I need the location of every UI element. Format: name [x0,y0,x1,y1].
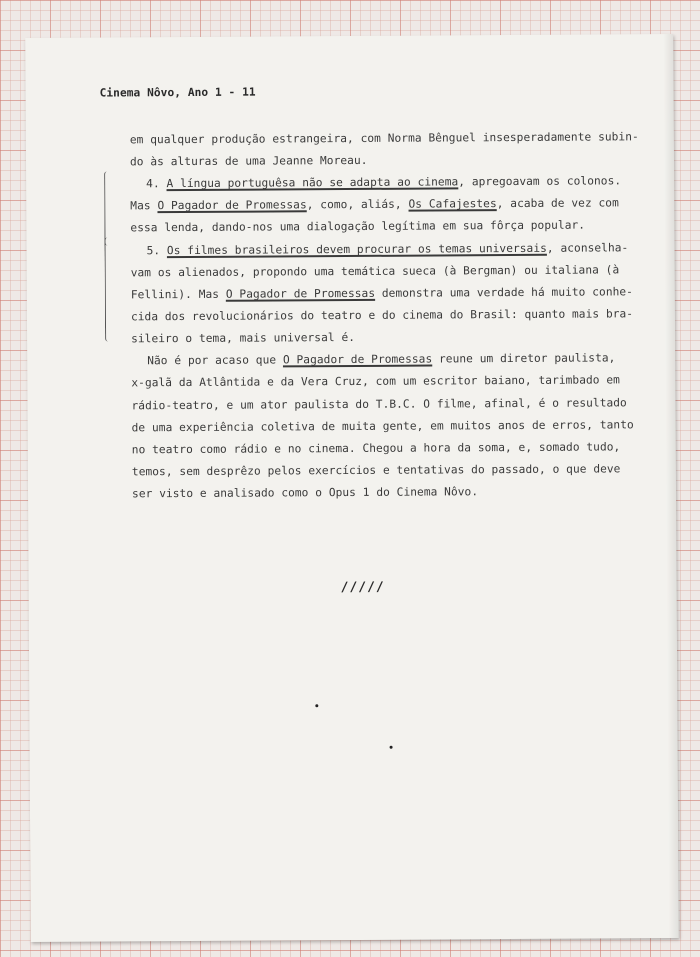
text-run: no teatro como rádio e no cinema. Chegou a hora da soma, e, somado tudo, [131,440,621,457]
underlined-title: Os filmes brasileiros devem procurar os temas universais [166,241,547,258]
text-line [130,130,639,147]
text-run: Mas [130,199,158,213]
text-line [132,462,621,479]
text-run: 5. [146,244,167,258]
text-run: Não é por acaso que [147,353,283,368]
text-run: demonstra uma verdade há muito conhe- [375,285,633,300]
text-line [131,263,620,280]
text-line [146,174,621,191]
margin-bracket-item-5 [104,237,111,341]
underlined-title: O Pagador de Promessas [282,352,433,367]
stray-dot [315,704,318,707]
underlined-title: A língua portuguêsa não se adapta ao cinema [166,175,459,191]
text-run: essa lenda, dando-nos uma dialogação legítima em sua fôrça popular. [130,218,586,235]
text-run: ser visto e analisado como o Opus 1 do Cinema Nôvo. [131,485,479,501]
text-run: , aconselha- [546,241,629,255]
text-run: reune um diretor paulista, [432,351,616,366]
typed-page [25,34,679,942]
text-run: x-galã da Atlântida e da Vera Cruz, com um escritor baiano, tarimbado em [131,373,620,390]
text-run: rádio-teatro, e um ator paulista do T.B.C. O filme, afinal, é o resultado [131,396,627,413]
text-line [131,331,355,346]
stray-dot [390,746,393,749]
end-mark: ///// [340,579,385,596]
text-line [131,307,633,324]
text-line [132,440,621,457]
underlined-title: O Pagador de Promessas [225,286,376,301]
text-run: vam os alienados, propondo uma temática sueca (à Bergman) ou italiana (à [130,263,620,280]
text-run: , acaba de vez com [496,196,619,211]
text-run: cida dos revolucionários do teatro e do cinema do Brasil: quanto mais bra- [130,307,634,324]
text-run: de uma experiência coletiva de muita gente, em muitos anos de erros, tanto [131,418,634,435]
text-line [147,241,629,258]
text-line [130,196,619,213]
text-line [130,154,368,169]
text-run: , como, aliás, [306,197,409,212]
page-header: Cinema Nôvo, Ano 1 - 11 [99,85,256,100]
text-run: 4. [146,177,167,191]
text-run: temos, sem desprêzo pelos exercícios e tentativas do passado, o que deve [131,462,621,479]
underlined-title: Os Cafajestes [408,197,497,211]
text-line [132,485,478,501]
text-line [131,285,633,302]
text-line [131,396,626,413]
text-run: , apregoavam os colonos. [458,174,622,189]
text-run: em qualquer produção estrangeira, com Norma Bênguel insesperadamente subin- [129,130,639,147]
text-line [131,373,620,390]
text-line [132,418,634,435]
text-run: Fellini). Mas [130,287,226,302]
text-run: do às alturas de uma Jeanne Moreau. [129,153,368,169]
margin-bracket-item-4 [104,171,110,245]
text-line [147,351,615,368]
underlined-title: O Pagador de Promessas [157,198,307,213]
text-line [130,219,585,236]
text-run: sileiro o tema, mais universal é. [131,330,356,346]
